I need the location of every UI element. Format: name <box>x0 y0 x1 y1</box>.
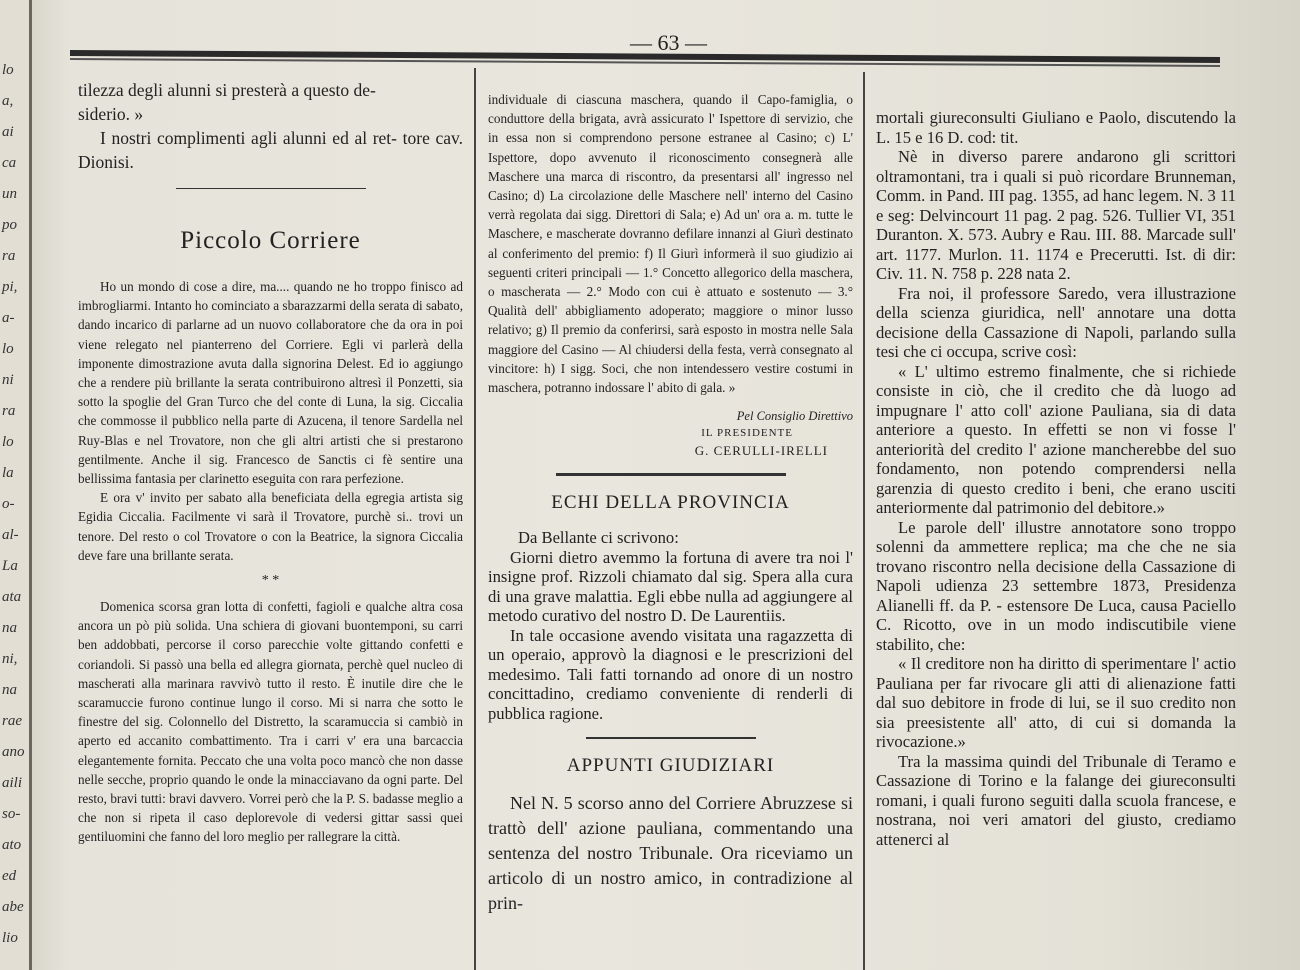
margin-fragment: o- <box>2 496 15 512</box>
section-rule <box>176 188 366 189</box>
margin-fragment: na <box>2 620 17 636</box>
margin-fragment: ato <box>2 837 22 853</box>
article-paragraph: Ho un mondo di cose a dire, ma.... quando ne ho troppo finisco ad imbrogliarmi. Intanto ho cominciato a sbarazzarmi della serata di sabato, dando incarico di parlarne ad un nuovo collaboratore che da ora in poi viene relegato nel pianterreno del Corriere. Egli vi parlerà della imponente dimostrazione avuta dalla signorina Delest. Ed io aggiungo che a rendere più brillante la serata contribuirono altresì il Ponzetti, sia sotto la spoglie del Gran Turco che del conte di Luna, la sig. Ciccalia che commosse il pubblico nella parte di Azucena, il tenore Sardella nel Ruy-Blas e nel Trovatore, non che gli altri artisti che si prestarono gentilmente. Anche il sig. Francesco de Sanctis ci fè sentire una bellissima fantasia per clarinetto eseguita con rara perfezione. <box>78 279 463 487</box>
margin-fragment: al- <box>2 527 19 543</box>
quote-paragraph: « L' ultimo estremo finalmente, che si richiede consiste in ciò, che il credito che dà luogo ad impugnare l' atto coll' azione Pauliana, sia di data anteriore a questo. In effetti se non vi fosse l' anteriorità del credito l' azione mancherebbe del suo fondamento, non potendo comprendersi nella garenzia di questo credito i beni, che erano usciti anteriormente dal patrimonio del debitore.» <box>876 361 1236 517</box>
echi-lead: Da Bellante ci scrivono: <box>518 528 679 548</box>
margin-fragment: la <box>2 465 14 481</box>
section-rule <box>556 473 786 476</box>
signature-title: IL PRESIDENTE <box>701 427 793 440</box>
margin-fragment: ca <box>2 155 17 171</box>
quote-paragraph: « Il creditore non ha diritto di sperimentare l' actio Pauliana per far rivocare gli atti di alienazione fatti dal suo debitore in frode di lui, se il suo credito non sia preesistente all' atto, di cui si domanda la rivocazione.» <box>876 654 1236 751</box>
margin-fragment: lo <box>2 62 14 78</box>
section-title-piccolo-corriere: Piccolo Corriere <box>180 227 361 254</box>
echi-paragraph: In tale occasione avendo visitata una ragazzetta di un operaio, approvò la diagnosi e le prescrizioni del medesimo. Tali fatti tornando ad onore di un nostro concittadino, crediamo conveniente di renderli di pubblica ragione. <box>488 625 853 723</box>
column-right <box>876 108 1236 849</box>
article-paragraph: Nè in diverso parere andarono gli scrittori oltramontani, tra i quali si può ricordare Brunneman, Comm. in Pand. III pag. 1355, ad hanc legem. N. 3 11 e seg: Delvincourt 11 pag. 2 pag. 526. Tullier VI, 351 Duranton. X. 573. Aubry e Rau. III. 88. Marcade sull' art. 1177. Murlon. 11. 1174 e Precerutti. Ist. di dir: Civ. 11. N. 758 p. 228 nata 2. <box>876 147 1236 283</box>
margin-fragment: aili <box>2 775 23 791</box>
article-paragraph: Fra noi, il professore Saredo, vera illustrazione della scienza giuridica, nell' annotare una dotta decisione della Cassazione di Napoli, parlando sulla tesi che ci occupa, scrive così: <box>876 283 1236 361</box>
margin-fragment: lo <box>2 341 14 357</box>
margin-fragment: ni, <box>2 651 18 667</box>
margin-fragment: lo <box>2 434 14 450</box>
margin-fragment: La <box>2 558 18 574</box>
article-paragraph: E ora v' invito per sabato alla beneficiata della egregia artista sig Egidia Ciccalia. Facilmente vi sarà il Trovatore, purchè si.. trovi un tenore. Del resto o col Trovatore o con la Beatrice, la signora Ciccalia deve fare una brillante serata. <box>78 490 463 563</box>
column-divider-2 <box>863 72 865 970</box>
margin-fragment: ra <box>2 248 16 264</box>
appunti-paragraph: Nel N. 5 scorso anno del Corriere Abruzzese si trattò dell' azione pauliana, commentando una sentenza del nostro Tribunale. Ora riceviamo un articolo di un nostro amico, in contradizione al prin- <box>488 793 853 914</box>
section-title-appunti: APPUNTI GIUDIZIARI <box>566 755 775 777</box>
section-title-echi: ECHI DELLA PROVINCIA <box>551 492 790 514</box>
margin-fragment: so- <box>2 806 21 822</box>
margin-fragment: ai <box>2 124 14 140</box>
margin-fragment: ata <box>2 589 22 605</box>
previous-page-edge <box>0 0 32 970</box>
page-number: — 63 — <box>630 30 707 55</box>
column-left <box>78 78 463 847</box>
margin-fragment: rae <box>2 713 22 729</box>
margin-fragment: un <box>2 186 17 202</box>
column-divider-1 <box>474 68 476 970</box>
echi-paragraph: Giorni dietro avemmo la fortuna di avere tra noi l' insigne prof. Rizzoli chiamato dal sig. Spera alla cura di una grave malattia. Egli ebbe nulla ad aggiungere al metodo curativo del nostro D. De Laurentiis. <box>488 547 853 626</box>
margin-fragment: ano <box>2 744 25 760</box>
article-paragraph: mortali giureconsulti Giuliano e Paolo, discutendo la L. 15 e 16 D. cod: tit. <box>876 108 1236 147</box>
article-paragraph: Domenica scorsa gran lotta di confetti, fagioli e qualche altra cosa ancora un pò più solida. Una schiera di giovani buontemponi, su carri ben addobbati, percorse il corso parecchie volte gittando confetti e coriandoli. Si passò una bella ed allegra giornata, perchè quel nucleo di mascherati alla marinara ravvivò tutto il resto. È inutile dire che le scaramuccie furono continue lungo il corso. Mi si narra che sotto le finestre del sig. Colonnello del Distretto, la scaramuccia si cambiò in aperto ed accanito combattimento. Tra i carri v' era una barcaccia elegantemente fornita. Peccato che una volta poco mancò che non dasse nelle secche, proprio quando le onde la minacciavano da ogni parte. Del resto, bravi tutti: bravi davvero. Vorrei però che la P. S. badasse meglio a che non si ripeta il caso deplorevole di vedersi gittar sassi quei gentiluomini che fanno del loro meglio per rallegrare la città. <box>78 599 463 845</box>
margin-fragment: abe <box>2 899 24 915</box>
margin-fragment: a- <box>2 310 15 326</box>
margin-fragment: lio <box>2 930 18 946</box>
margin-fragment: na <box>2 682 17 698</box>
notice-text: individuale di ciascuna maschera, quando il Capo-famiglia, o conduttore della brigata, avrà assicurato l' Ispettore di servizio, che in essa non si comprendono persone estranee al Casino; c) L' Ispettore, dopo avvenuto il riconoscimento consegnerà alle Maschere una marca di riscontro, da presentarsi all' ingresso nel Casino; d) La circolazione delle Maschere nell' interno del Casino verrà regolata dai sigg. Direttori di Sala; e) Ad un' ora a. m. tutte le Maschere, e mascherate dovranno defilare innanzi al Giurì destinato al conferimento del premio: f) Il Giurì informerà il suo giudizio ai seguenti criteri principali — 1.° Concetto allegorico della maschera, o mascherata — 2.° Modo con cui è attuato e sostenuto — 3.° Qualità dell' abbigliamento adoperato; maggiore o minor lusso relativo; g) Il premio da conferirsi, sarà esposto in mostra nelle Sala maggiore del Casino — Al chiudersi della festa, verrà consegnato al vincitore: h) I sigg. Soci, che non intendessero vestire costumi in maschera, potranno indossare l' abito di gala. » <box>488 92 853 396</box>
signature-line: Pel Consiglio Direttivo <box>736 409 853 424</box>
article-paragraph: Le parole dell' illustre annotatore sono troppo solenni da ammettere replica; ma che che ne sia trovano riscontro nella decisione della Cassazione di Napoli udienza 23 settembre 1873, Presidenza Alianelli ff. da P. - estensore De Luca, causa Paciello C. Ricotto, ove in un modo indiscutibile viene stabilito, che: <box>876 517 1236 654</box>
margin-fragment: a, <box>2 93 14 109</box>
column-middle <box>488 90 853 916</box>
margin-fragment: ra <box>2 403 16 419</box>
intro-paragraph: I nostri complimenti agli alunni ed al ret- tore cav. Dionisi. <box>78 128 463 172</box>
section-separator-stars: * * <box>261 573 280 589</box>
intro-line-1: tilezza degli alunni si presterà a questo de- <box>78 80 376 100</box>
signature-name: G. CERULLI-IRELLI <box>694 443 828 459</box>
article-paragraph: Tra la massima quindi del Tribunale di Teramo e Cassazione di Torino e la falange dei giureconsulti romani, i quali furono seguiti dalla scuola francese, e nostrana, noi veri amatori del giusto, crediamo attenerci al <box>876 751 1236 849</box>
margin-fragment: ed <box>2 868 17 884</box>
margin-fragment: po <box>2 217 17 233</box>
margin-fragment: pi, <box>2 279 18 295</box>
margin-fragment: ni <box>2 372 14 388</box>
section-rule <box>586 737 756 739</box>
intro-line-2: siderio. » <box>78 104 144 124</box>
